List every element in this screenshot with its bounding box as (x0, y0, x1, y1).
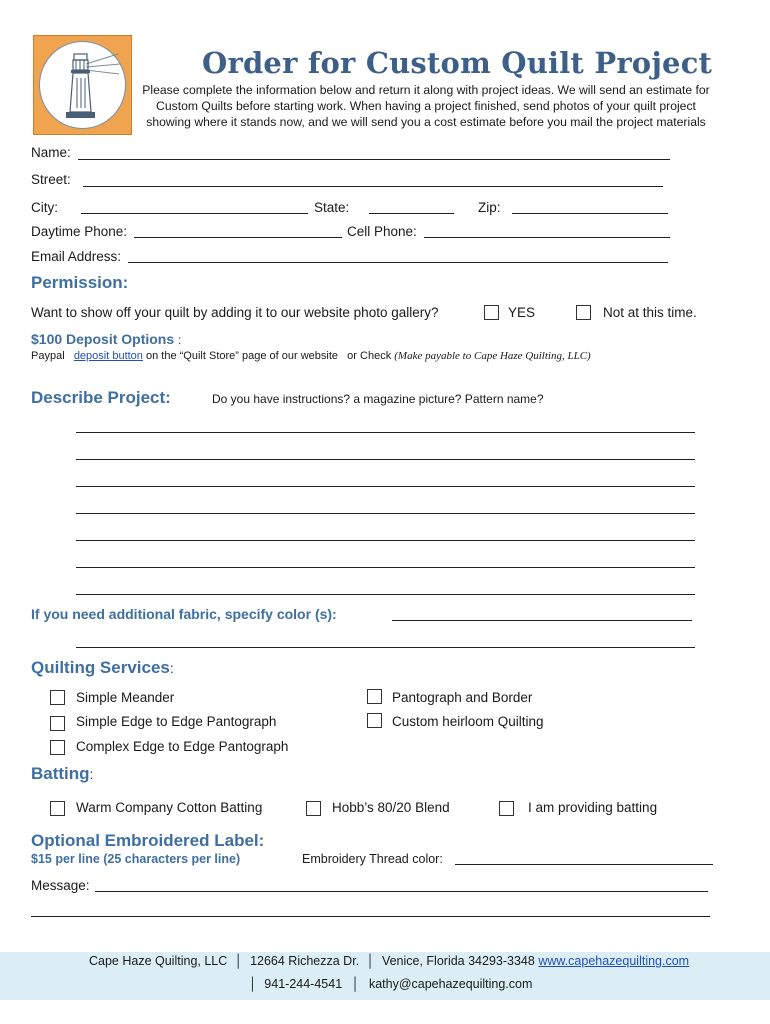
daytime-phone-label: Daytime Phone: (31, 224, 128, 239)
logo (33, 35, 132, 135)
permission-heading: Permission: (31, 273, 129, 292)
service-label: Pantograph and Border (392, 690, 533, 705)
services-heading-colon: : (169, 660, 174, 676)
fabric-label: If you need additional fabric, specify color (s): (31, 606, 337, 622)
describe-line[interactable] (76, 486, 695, 487)
describe-line[interactable] (76, 540, 695, 541)
name-label: Name: (31, 145, 71, 160)
deposit-heading-text: $100 Deposit Options (31, 331, 175, 347)
deposit-button-link[interactable]: deposit button (73, 350, 143, 362)
batting-checkbox[interactable] (499, 801, 514, 816)
email-label: Email Address: (31, 249, 122, 264)
footer-separator: │ (366, 954, 375, 968)
thread-color-field[interactable] (455, 864, 713, 865)
daytime-phone-field[interactable] (134, 237, 342, 238)
cell-phone-field[interactable] (424, 237, 670, 238)
batting-heading-text: Batting (31, 764, 90, 783)
service-checkbox[interactable] (50, 690, 65, 705)
footer-separator: │ (234, 954, 243, 968)
footer-email[interactable]: kathy@capehazequilting.com (368, 977, 533, 991)
check-note: (Make payable to Cape Haze Quilting, LLC) (394, 350, 591, 362)
thread-color-label: Embroidery Thread color: (302, 852, 443, 866)
fabric-color-line[interactable] (76, 647, 695, 648)
describe-line[interactable] (76, 459, 695, 460)
email-field[interactable] (128, 262, 668, 263)
permission-yes-checkbox[interactable] (484, 305, 499, 320)
service-label: Simple Edge to Edge Pantograph (76, 714, 277, 729)
batting-checkbox[interactable] (306, 801, 321, 816)
footer-address: 12664 Richezza Dr. (250, 954, 360, 968)
check-label: or Check (347, 350, 392, 362)
street-field[interactable] (83, 186, 663, 187)
cell-phone-label: Cell Phone: (347, 224, 417, 239)
message-field[interactable] (95, 891, 708, 892)
describe-heading: Describe Project: (31, 388, 171, 407)
paypal-rest: on the “Quilt Store” page of our website (146, 350, 338, 362)
permission-no-checkbox[interactable] (576, 305, 591, 320)
describe-line[interactable] (76, 594, 695, 595)
batting-label: I am providing batting (528, 800, 658, 815)
deposit-line (31, 350, 591, 362)
service-checkbox[interactable] (50, 716, 65, 731)
service-label: Custom heirloom Quilting (392, 714, 544, 729)
zip-label: Zip: (478, 200, 501, 215)
paypal-label: Paypal (31, 350, 65, 362)
fabric-color-field[interactable] (392, 620, 692, 621)
footer-phone: 941-244-4541 (264, 977, 343, 991)
describe-prompt: Do you have instructions? a magazine picture? Pattern name? (212, 392, 544, 406)
footer-website-link[interactable]: www.capehazequilting.com (538, 954, 690, 968)
footer-line-1 (89, 954, 689, 968)
batting-label: Warm Company Cotton Batting (76, 800, 263, 815)
state-label: State: (314, 200, 350, 215)
footer-separator: │ (249, 977, 257, 991)
street-label: Street: (31, 172, 71, 187)
permission-no-label: Not at this time. (603, 305, 697, 320)
lighthouse-icon (40, 42, 125, 128)
service-checkbox[interactable] (50, 740, 65, 755)
describe-line[interactable] (76, 513, 695, 514)
permission-yes-label: YES (508, 305, 536, 320)
page-title: Order for Custom Quilt Project (202, 46, 713, 80)
deposit-heading (31, 331, 181, 347)
zip-field[interactable] (512, 213, 668, 214)
permission-question: Want to show off your quilt by adding it to our website photo gallery? (31, 305, 439, 320)
batting-label: Hobb’s 80/20 Blend (332, 800, 450, 815)
state-field[interactable] (369, 213, 454, 214)
footer-separator: │ (351, 977, 360, 991)
service-checkbox[interactable] (367, 713, 382, 728)
footer-line-2 (245, 977, 532, 991)
intro-text: Please complete the information below and return it along with project ideas. We will send an estimate for Custom Quilts before starting work. When having a project finished, send photos of your quilt project showing where it stands now, and we will send you a cost estimate before you mail the project materials (142, 83, 710, 129)
city-field[interactable] (81, 213, 308, 214)
batting-heading (31, 764, 93, 784)
service-label: Complex Edge to Edge Pantograph (76, 739, 289, 754)
city-label: City: (31, 200, 58, 215)
services-heading (31, 658, 174, 678)
service-label: Simple Meander (76, 690, 175, 705)
batting-heading-colon: : (89, 766, 94, 782)
services-heading-text: Quilting Services (31, 658, 170, 677)
batting-checkbox[interactable] (50, 801, 65, 816)
message-label: Message: (31, 878, 90, 893)
logo-circle (39, 41, 126, 129)
label-heading: Optional Embroidered Label: (31, 831, 265, 850)
footer-company: Cape Haze Quilting, LLC (89, 954, 228, 968)
label-price: $15 per line (25 characters per line) (31, 852, 241, 866)
describe-line[interactable] (76, 432, 695, 433)
name-field[interactable] (78, 159, 670, 160)
describe-line[interactable] (76, 567, 695, 568)
service-checkbox[interactable] (367, 689, 382, 704)
message-line[interactable] (31, 916, 710, 917)
footer-city: Venice, Florida 34293-3348 (381, 954, 535, 968)
deposit-heading-colon: : (178, 333, 182, 347)
